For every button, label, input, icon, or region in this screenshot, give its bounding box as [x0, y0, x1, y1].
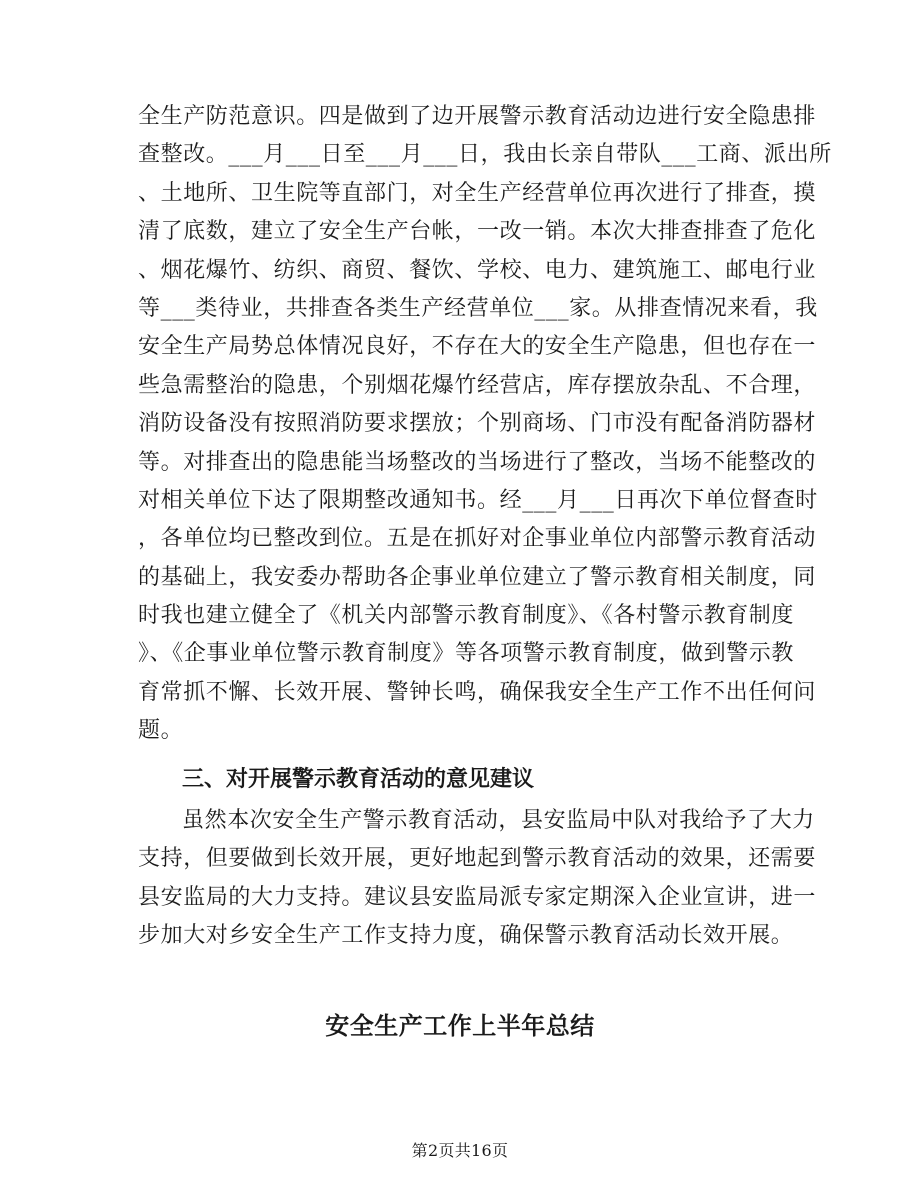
text-line: 虽然本次安全生产警示教育活动，县安监局中队对我给予了大力 — [182, 808, 815, 834]
text-line: 育常抓不懈、长效开展、警钟长鸣，确保我安全生产工作不出任何问 — [138, 679, 817, 705]
text-line: 县安监局的大力支持。建议县安监局派专家定期深入企业宣讲，进一 — [138, 884, 817, 910]
document-title: 安全生产工作上半年总结 — [325, 1011, 595, 1040]
text-line: 安全生产局势总体情况良好，不存在大的安全生产隐患，但也存在一 — [138, 334, 817, 360]
text-line: 》、《企事业单位警示教育制度》等各项警示教育制度，做到警示教 — [138, 641, 795, 667]
paragraph-1 — [138, 98, 832, 751]
text-line: 、烟花爆竹、纺织、商贸、餐饮、学校、电力、建筑施工、邮电行业 — [138, 257, 817, 283]
section-heading: 三、对开展警示教育活动的意见建议 — [182, 765, 535, 792]
text-line: 、土地所、卫生院等直部门，对全生产经营单位再次进行了排查，摸 — [138, 180, 817, 206]
text-line: 清了底数，建立了安全生产台帐，一改一销。本次大排查排查了危化 — [138, 219, 817, 245]
document-body — [138, 98, 832, 956]
text-line: 等___类待业，共排查各类生产经营单位___家。从排查情况来看，我 — [138, 295, 818, 321]
text-line: 时我也建立健全了《机关内部警示教育制度》、《各村警示教育制度 — [138, 603, 795, 629]
text-line: 查整改。___月___日至___月___日，我由长亲自带队___工商、派出所 — [138, 142, 832, 168]
text-line: 步加大对乡安全生产工作支持力度，确保警示教育活动长效开展。 — [138, 923, 794, 949]
text-line: 题。 — [138, 718, 184, 744]
text-line: 的基础上，我安委办帮助各企事业单位建立了警示教育相关制度，同 — [138, 564, 817, 590]
text-line: 等。对排查出的隐患能当场整改的当场进行了整改，当场不能整改的 — [138, 449, 817, 475]
text-line: 支持，但要做到长效开展，更好地起到警示教育活动的效果，还需要 — [138, 846, 817, 872]
page-number-footer: 第2页共16页 — [411, 1141, 509, 1160]
text-line: 全生产防范意识。四是做到了边开展警示教育活动边进行安全隐患排 — [138, 104, 817, 129]
text-line: 消防设备没有按照消防要求摆放；个别商场、门市没有配备消防器材 — [138, 411, 817, 437]
paragraph-2 — [138, 802, 817, 956]
text-line: ，各单位均已整改到位。五是在抓好对企事业单位内部警示教育活动 — [138, 526, 817, 552]
text-line: 对相关单位下达了限期整改通知书。经___月___日再次下单位督查时 — [138, 487, 818, 513]
text-line: 些急需整治的隐患，个别烟花爆竹经营店，库存摆放杂乱、不合理， — [138, 372, 817, 398]
